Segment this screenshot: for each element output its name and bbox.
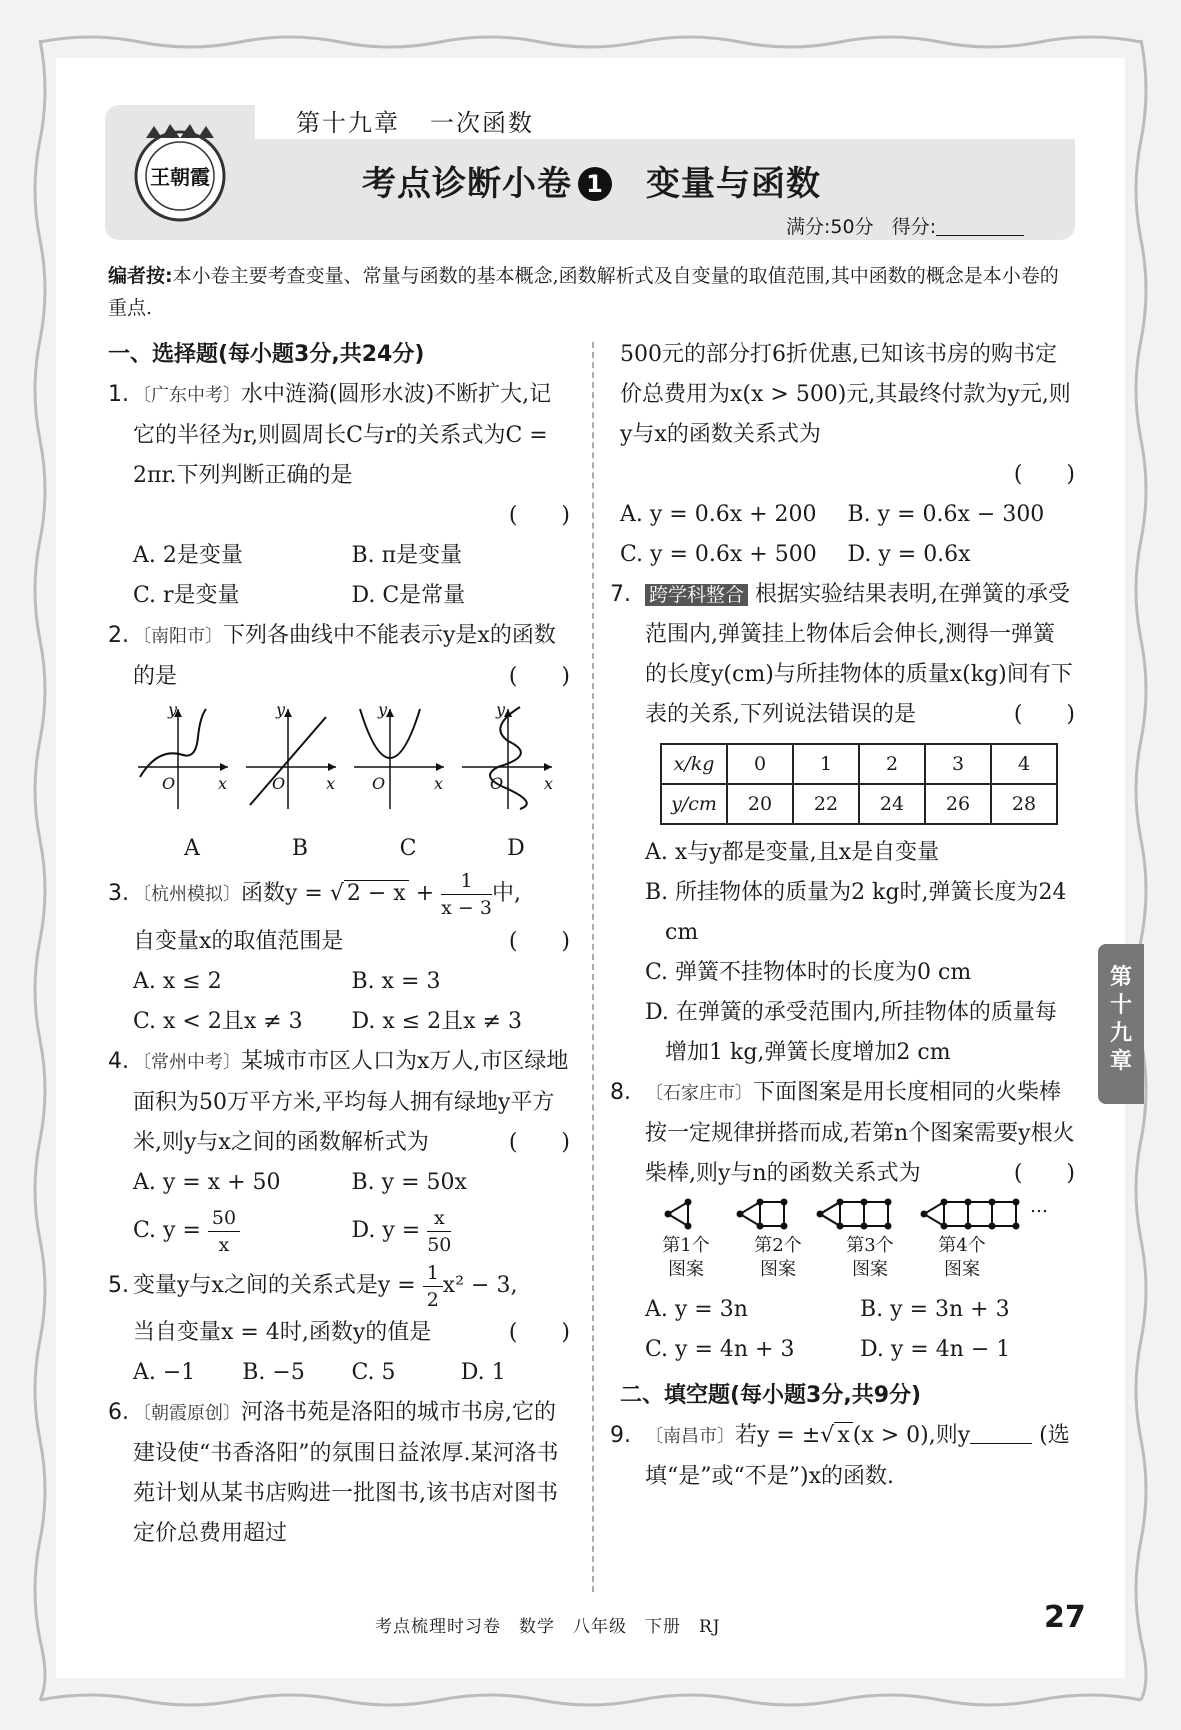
q5-frac-den: 2	[426, 1288, 439, 1311]
q7-option-d: D. 在弹簧的承受范围内,所挂物体的质量每增加1 kg,弹簧长度增加2 cm	[645, 1000, 1057, 1065]
q1-number: 1.	[108, 382, 129, 407]
pattern-label-2	[732, 1234, 824, 1290]
q2-text: 下列各曲线中不能表示y是x的函数的是	[133, 623, 556, 689]
pattern-3-line1: 第3个	[846, 1235, 894, 1256]
question-1	[108, 375, 570, 536]
q3-option-a: A. x ≤ 2	[133, 969, 222, 994]
right-column	[610, 335, 1075, 1497]
question-9: 9. 〔南昌市〕若y = ±√ x (x > 0),则y (选填“是”或“不是”)x的函数.	[620, 1416, 1075, 1497]
q5-options	[108, 1353, 570, 1393]
q9-sqrt: x	[834, 1422, 852, 1448]
q5-text-c: 当自变量x = 4时,函数y的值是	[133, 1320, 432, 1345]
column-divider	[592, 342, 594, 1592]
q4-d-den: 50	[427, 1233, 452, 1256]
q3-answer-paren: ( )	[508, 929, 570, 954]
q7-option-b: B. 所挂物体的质量为2 kg时,弹簧长度为24 cm	[645, 880, 1067, 945]
q5-fraction	[423, 1260, 443, 1313]
q4-option-d	[352, 1203, 571, 1259]
pattern-2-line1: 第2个	[754, 1235, 802, 1256]
table-cell: 20	[727, 784, 793, 824]
graph-a-origin: O	[162, 774, 176, 793]
q4-text: 某城市市区人口为x万人,市区绿地面积为50万平方米,平均每人拥有绿地y平方米,则y与x之间的函数解析式为	[133, 1049, 569, 1155]
q6-option-c: C. y = 0.6x + 500	[620, 542, 817, 567]
page-title	[362, 156, 821, 205]
editor-note-label: 编者按:	[108, 265, 173, 287]
q6-option-b: B. y = 0.6x − 300	[847, 502, 1045, 527]
q3-text-b: 中,	[491, 881, 521, 906]
q4-d-num: x	[427, 1205, 451, 1232]
q3-number: 3.	[108, 881, 129, 906]
q8-option-a: A. y = 3n	[645, 1297, 748, 1322]
q2-answer-paren: ( )	[508, 664, 570, 689]
q8-matchstick-patterns	[660, 1194, 1100, 1234]
q3-text-a: 函数y =	[241, 881, 323, 906]
pattern-label-4	[916, 1234, 1008, 1290]
q9-text-b: (x > 0),则y	[852, 1423, 971, 1448]
q4-answer-paren: ( )	[508, 1130, 570, 1155]
title-number: 1	[578, 167, 612, 201]
q4-option-d-label: D. y =	[351, 1218, 421, 1243]
q5-text-b: x² − 3,	[442, 1273, 518, 1298]
graph-b-y: y	[276, 700, 286, 719]
title-topic: 变量与函数	[646, 164, 821, 204]
q4-number: 4.	[108, 1049, 129, 1074]
graph-a-x: x	[218, 774, 228, 793]
question-7	[610, 575, 1075, 735]
q4-c-num: 50	[208, 1205, 240, 1232]
q7-answer-paren: ( )	[1013, 702, 1075, 727]
q3-option-d: D. x ≤ 2且x ≠ 3	[351, 1009, 522, 1034]
footer: 考点梳理时习卷 数学 八年级 下册 RJ	[375, 1617, 721, 1637]
graph-a-y: y	[168, 700, 178, 719]
q3-sqrt: 2 − x	[344, 880, 409, 906]
q7-option-a: A. x与y都是变量,且x是自变量	[645, 840, 940, 865]
q3-fraction	[441, 868, 492, 921]
q3-tag: 〔杭州模拟〕	[133, 884, 241, 905]
q1-option-c: C. r是变量	[133, 583, 240, 608]
q5-option-d: D. 1	[460, 1360, 506, 1385]
q3-options	[108, 962, 570, 1042]
q1-text: 水中涟漪(圆形水波)不断扩大,记它的半径为r,则圆周长C与r的关系式为C = 2πr.下列判断正确的是	[133, 382, 552, 488]
q7-option-c: C. 弹簧不挂物体时的长度为0 cm	[645, 960, 972, 985]
q4-option-d-frac	[427, 1205, 451, 1258]
q4-option-b: B. y = 50x	[351, 1170, 467, 1195]
page-number: 27	[1044, 1600, 1086, 1635]
question-3: 3. 〔杭州模拟〕函数y = √ 2 − x + $\frac{1}{x - 3}$ 中,	[108, 867, 570, 922]
q1-options	[108, 536, 570, 616]
table-cell: 24	[859, 784, 925, 824]
q4-options	[108, 1163, 570, 1259]
chapter-title: 一次函数	[430, 109, 534, 137]
q8-options	[620, 1290, 1075, 1370]
q6-text-start: 河洛书苑是洛阳的城市书房,它的建设使“书香洛阳”的氛围日益浓厚.某河洛书苑计划从某书店购进一批图书,该书店对图书定价总费用超过	[133, 1400, 559, 1546]
score-label: 得分:	[891, 216, 937, 238]
title-prefix: 考点诊断小卷	[362, 164, 572, 204]
q5-frac-num: 1	[423, 1260, 443, 1287]
side-tab-text: 第十九章	[1109, 965, 1132, 1074]
editor-note-text: 本小卷主要考查变量、常量与函数的基本概念,函数解析式及自变量的取值范围,其中函数的概念是本小卷的重点.	[108, 265, 1059, 319]
question-4	[108, 1042, 570, 1163]
q8-number: 8.	[610, 1080, 631, 1105]
q8-pattern-labels	[620, 1234, 1075, 1290]
q5-option-b: B. −5	[242, 1360, 305, 1385]
seal-name: 王朝霞	[150, 165, 210, 189]
graph-b-origin: O	[272, 774, 286, 793]
q4-tag: 〔常州中考〕	[133, 1052, 241, 1073]
q1-tag: 〔广东中考〕	[133, 385, 241, 406]
q9-text-a: 若y = ±	[735, 1423, 821, 1448]
q3-frac-num: 1	[441, 868, 492, 895]
table-head-x: x/kg	[661, 744, 727, 784]
graph-d-x: x	[544, 774, 554, 793]
q6-option-a: A. y = 0.6x + 200	[620, 502, 817, 527]
q4-option-a: A. y = x + 50	[133, 1170, 281, 1195]
q8-answer-paren: ( )	[1013, 1161, 1075, 1186]
pattern-label-1	[640, 1234, 732, 1290]
q7-tag: 跨学科整合	[645, 584, 748, 606]
q3-text-c: 自变量x的取值范围是	[133, 929, 344, 954]
graph-c-y: y	[378, 700, 388, 719]
table-row	[661, 784, 1057, 824]
q1-option-d: D. C是常量	[351, 583, 466, 608]
q2-number: 2.	[108, 623, 129, 648]
question-2	[108, 616, 570, 697]
q4-option-c	[133, 1203, 352, 1259]
q8-option-b: B. y = 3n + 3	[860, 1297, 1010, 1322]
question-5-line2	[108, 1313, 570, 1353]
q6-answer-paren: ( )	[1013, 462, 1075, 487]
q4-option-c-frac	[208, 1205, 240, 1258]
q7-text: 根据实验结果表明,在弹簧的承受范围内,弹簧挂上物体后会伸长,测得一弹簧的长度y(cm)与所挂物体的质量x(kg)间有下表的关系,下列说法错误的是	[645, 582, 1073, 727]
graph-label-a: A	[184, 836, 200, 861]
table-head-y: y/cm	[661, 784, 727, 824]
graph-label-d: D	[507, 836, 525, 861]
q5-option-c: C. 5	[351, 1360, 396, 1385]
q5-text-a: 变量y与x之间的关系式是y =	[133, 1273, 416, 1298]
q6-number: 6.	[108, 1400, 129, 1425]
pattern-4-line2: 图案	[944, 1259, 980, 1280]
table-cell: 0	[727, 744, 793, 784]
q4-option-c-label: C. y =	[133, 1218, 201, 1243]
question-3-line2	[108, 922, 570, 962]
q6-option-d: D. y = 0.6x	[847, 542, 971, 567]
section2-title: 二、填空题(每小题3分,共9分)	[620, 1383, 922, 1408]
graph-c-x: x	[434, 774, 444, 793]
pattern-2-line2: 图案	[760, 1259, 796, 1280]
q8-text: 下面图案是用长度相同的火柴棒按一定规律拼搭而成,若第n个图案需要y根火柴棒,则y与n的函数关系式为	[645, 1080, 1075, 1186]
pattern-1-line2: 图案	[668, 1259, 704, 1280]
q7-number: 7.	[610, 582, 631, 607]
table-cell: 4	[991, 744, 1057, 784]
q4-c-den: x	[218, 1233, 230, 1256]
q6-options	[620, 495, 1075, 575]
q2-graph-labels	[108, 831, 570, 867]
q6-text-end: 500元的部分打6折优惠,已知该书房的购书定价总费用为x(x > 500)元,其最终付款为y元,则y与x的函数关系式为	[620, 342, 1071, 447]
graph-label-b: B	[291, 836, 309, 861]
pattern-3-line2: 图案	[852, 1259, 888, 1280]
pattern-1-line1: 第1个	[662, 1235, 710, 1256]
q5-answer-paren: ( )	[508, 1320, 570, 1345]
graph-d-origin: O	[490, 774, 504, 793]
q9-text-c: (选填“是”或“不是”)x的函数.	[645, 1423, 1070, 1489]
table-cell: 3	[925, 744, 991, 784]
q2-graphs	[128, 697, 568, 817]
score-line	[786, 212, 1024, 239]
section1-title: 一、选择题(每小题3分,共24分)	[108, 342, 425, 367]
graph-label-c: C	[399, 836, 417, 861]
q9-tag: 〔南昌市〕	[645, 1426, 735, 1447]
pattern-label-3	[824, 1234, 916, 1290]
q8-option-d: D. y = 4n − 1	[860, 1337, 1011, 1362]
question-5	[108, 1259, 570, 1313]
question-8	[610, 1073, 1075, 1194]
score-blank	[936, 217, 1024, 236]
chapter-line	[296, 103, 534, 138]
q1-option-b: B. π是变量	[351, 543, 463, 568]
editor-note	[108, 260, 1073, 324]
q5-option-a: A. −1	[133, 1360, 196, 1385]
q8-option-c: C. y = 4n + 3	[645, 1337, 795, 1362]
side-chapter-tab	[1098, 944, 1144, 1104]
table-cell: 22	[793, 784, 859, 824]
chapter-label: 第十九章	[296, 109, 400, 137]
q6-continued	[620, 335, 1075, 455]
q1-option-a: A. 2是变量	[133, 543, 243, 568]
q9-number: 9.	[610, 1423, 631, 1448]
graph-d-y: y	[496, 700, 506, 719]
table-cell: 28	[991, 784, 1057, 824]
q3-option-b: B. x = 3	[351, 969, 441, 994]
left-column	[108, 335, 570, 1553]
q6-tag: 〔朝霞原创〕	[133, 1403, 241, 1424]
q5-number: 5.	[108, 1273, 129, 1298]
table-cell: 1	[793, 744, 859, 784]
q3-frac-den: x − 3	[441, 896, 492, 919]
pattern-4-line1: 第4个	[938, 1235, 986, 1256]
brand-seal-icon	[124, 118, 236, 230]
graph-c-origin: O	[372, 774, 386, 793]
graph-b-x: x	[326, 774, 336, 793]
q3-option-c: C. x < 2且x ≠ 3	[133, 1009, 303, 1034]
q3-plus: +	[415, 881, 435, 906]
q2-tag: 〔南阳市〕	[133, 626, 223, 647]
q6-paren-line	[620, 455, 1075, 495]
table-cell: 26	[925, 784, 991, 824]
q9-answer-blank[interactable]	[970, 1423, 1032, 1444]
table-row	[661, 744, 1057, 784]
q1-answer-paren: ( )	[508, 503, 570, 528]
q7-table	[660, 743, 1058, 825]
full-score: 满分:50分	[786, 216, 874, 238]
table-cell: 2	[859, 744, 925, 784]
q8-tag: 〔石家庄市〕	[645, 1083, 753, 1104]
q8-ellipsis: …	[1030, 1196, 1048, 1217]
question-6	[108, 1393, 570, 1553]
